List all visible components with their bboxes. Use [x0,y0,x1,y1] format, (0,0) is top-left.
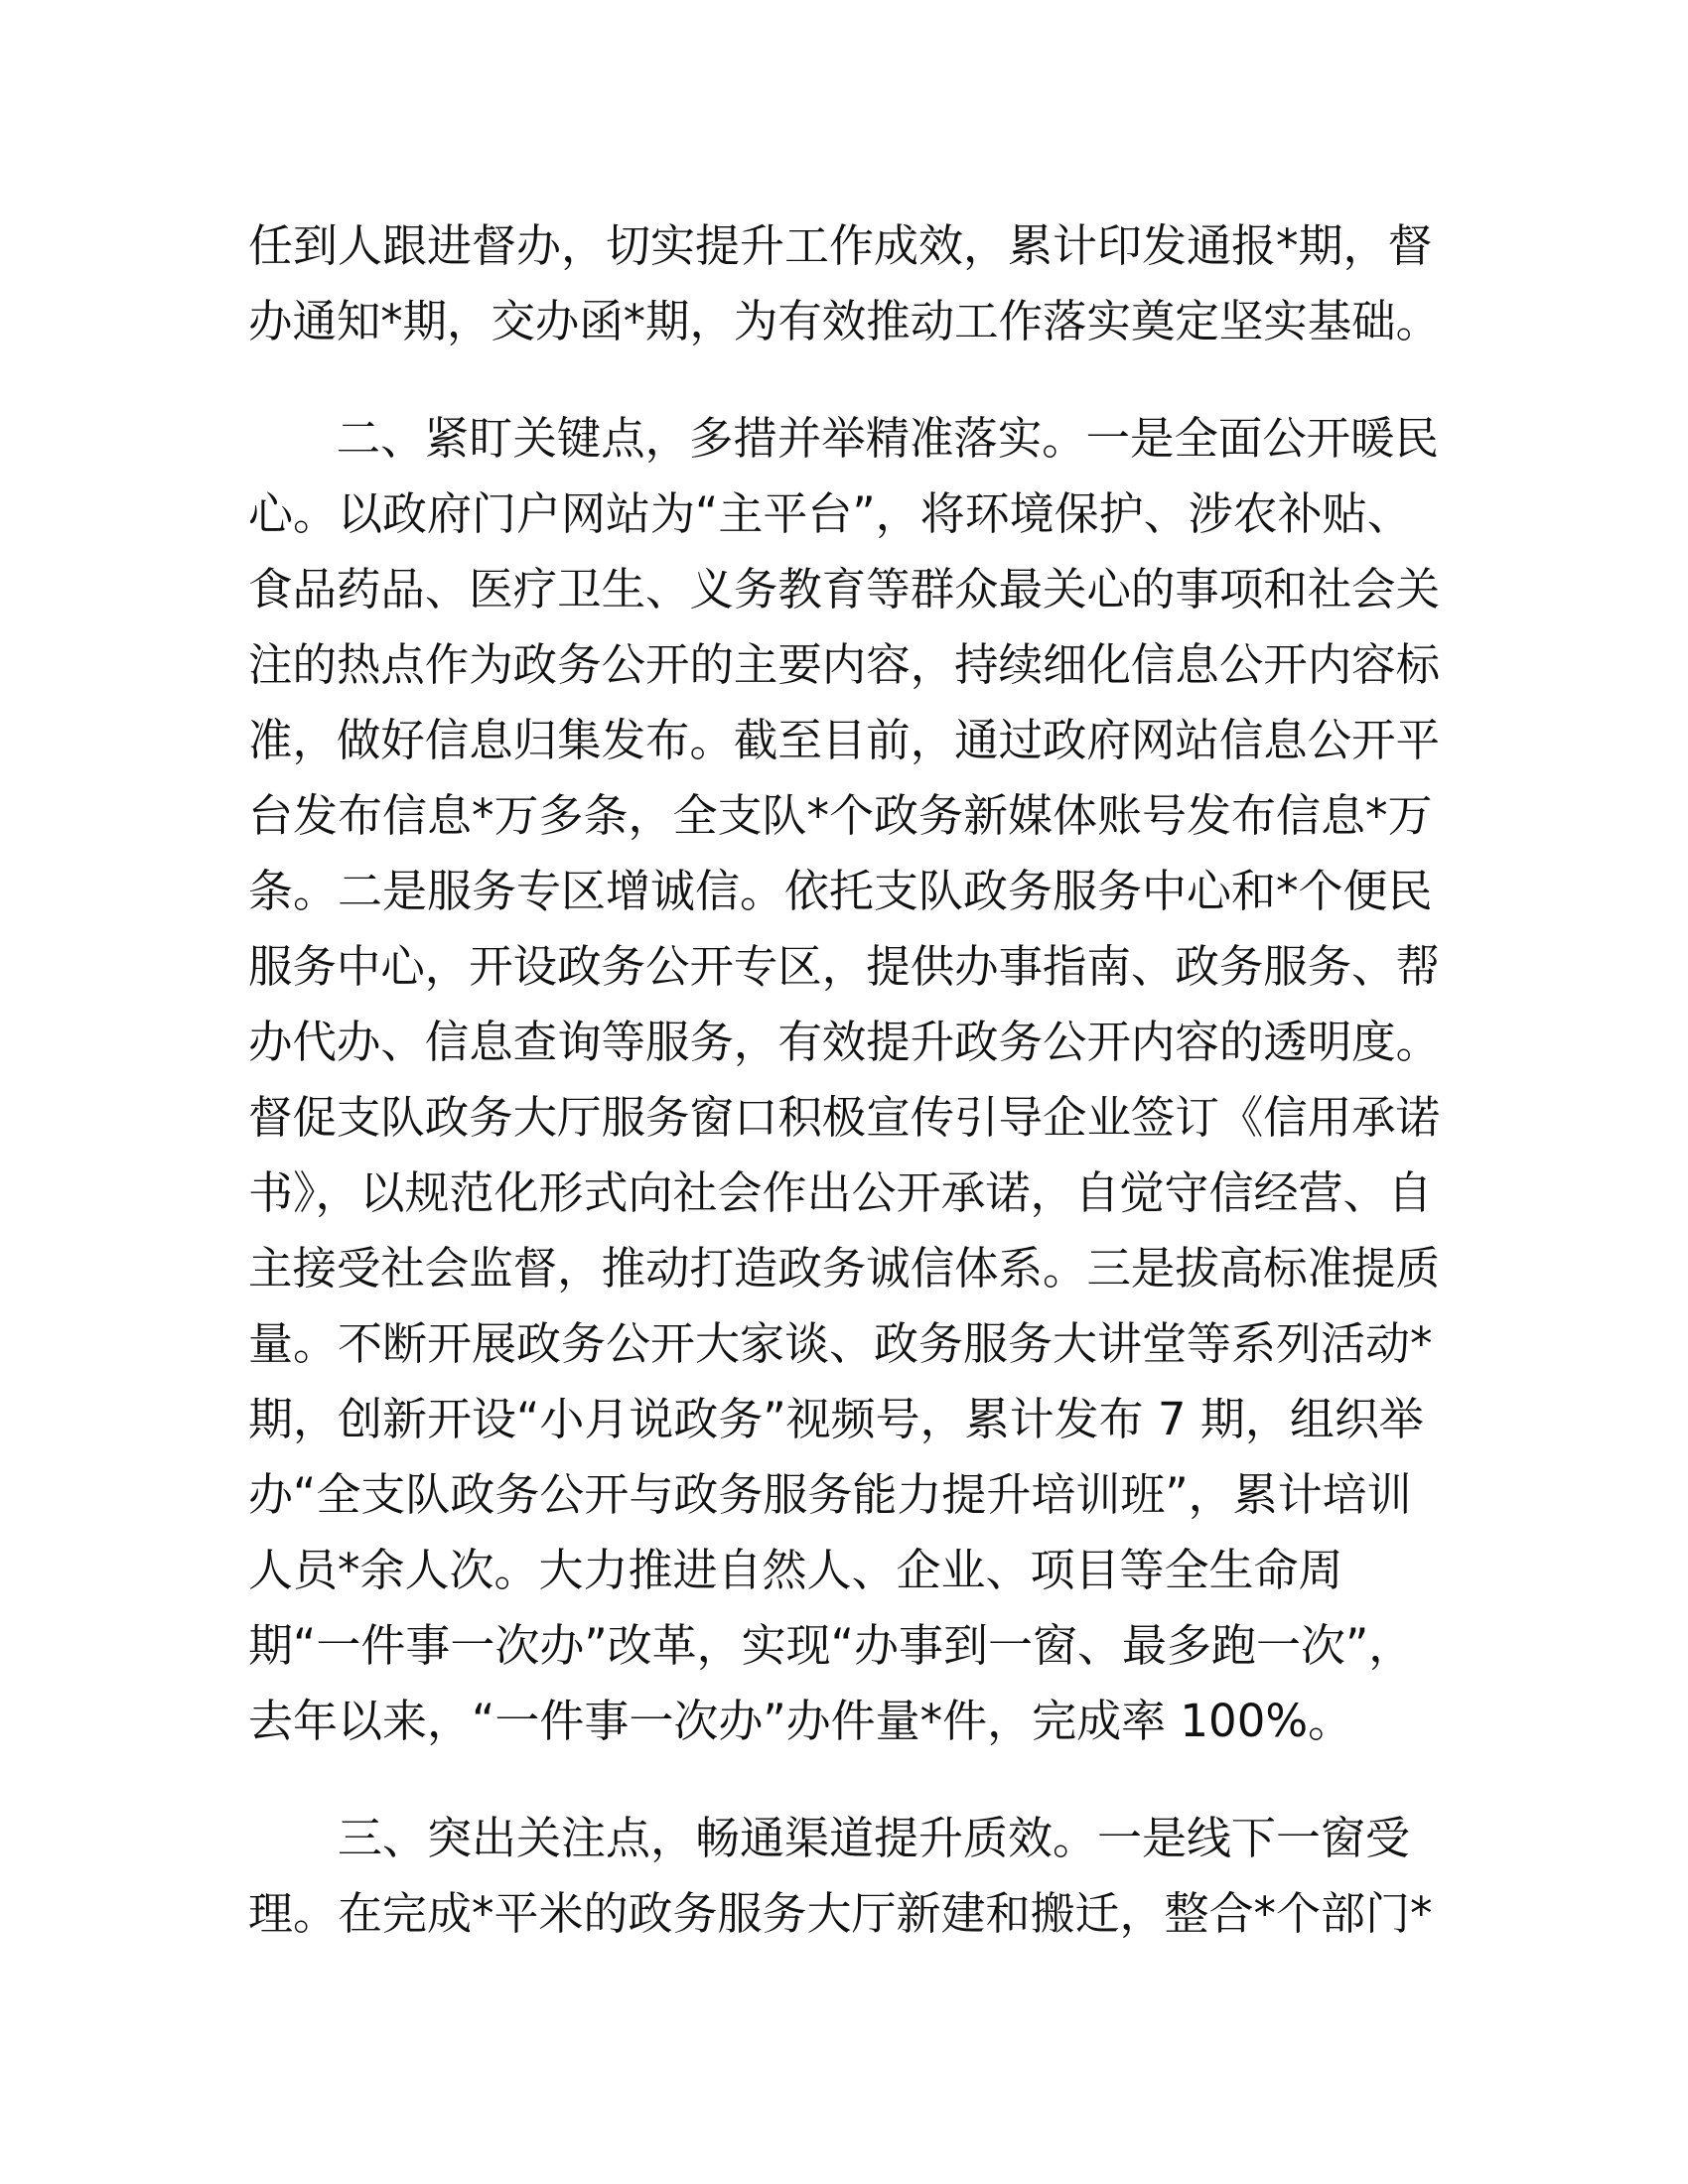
text-line: 办通知*期，交办函*期，为有效推动工作落实奠定坚实基础。 [248,295,1441,347]
text-line: 办“全支队政务公开与政务服务能力提升培训班”，累计培训 [248,1468,1412,1521]
text-line: 条。二是服务专区增诚信。依托支队政务服务中心和*个便民 [248,865,1433,917]
text-line: 去年以来，“一件事一次办”办件量*件，完成率 100%。 [248,1695,1353,1747]
text-line: 任到人跟进督办，切实提升工作成效，累计印发通报*期，督 [248,219,1433,272]
text-line: 人员*余人次。大力推进自然人、企业、项目等全生命周 [248,1544,1343,1596]
text-line: 督促支队政务大厅服务窗口积极宣传引导企业签订《信用承诺 [248,1091,1441,1144]
text-line: 食品药品、医疗卫生、义务教育等群众最关心的事项和社会关 [248,563,1441,615]
text-line: 注的热点作为政务公开的主要内容，持续细化信息公开内容标 [248,638,1441,691]
text-line: 准，做好信息归集发布。截至目前，通过政府网站信息公开平 [248,714,1441,766]
text-line: 服务中心，开设政务公开专区，提供办事指南、政务服务、帮 [248,940,1441,993]
text-line: 二、紧盯关键点，多措并举精准落实。一是全面公开暖民 [336,412,1439,465]
paragraph-section-two [248,401,1440,1759]
text-line: 主接受社会监督，推动打造政务诚信体系。三是拔高标准提质 [248,1242,1441,1295]
text-line: 办代办、信息查询等服务，有效提升政务公开内容的透明度。 [248,1016,1441,1068]
text-line: 量。不断开展政务公开大家谈、政务服务大讲堂等系列活动* [248,1317,1433,1370]
paragraph-continuation [248,208,1440,359]
text-line: 理。在完成*平米的政务服务大厅新建和搬迁，整合*个部门* [248,1887,1433,1940]
paragraph-spacer [248,1759,1440,1801]
document-body [248,208,1440,1952]
paragraph-spacer [248,359,1440,401]
text-line: 心。以政府门户网站为“主平台”，将环境保护、涉农补贴、 [248,487,1412,540]
paragraph-section-three [248,1801,1440,1952]
text-line: 书》，以规范化形式向社会作出公开承诺，自觉守信经营、自 [248,1166,1433,1219]
text-line: 台发布信息*万多条，全支队*个政务新媒体账号发布信息*万 [248,789,1433,842]
text-line: 三、突出关注点，畅通渠道提升质效。一是线下一窗受 [338,1812,1411,1864]
text-line: 期“一件事一次办”改革，实现“办事到一窗、最多跑一次”， [248,1619,1414,1672]
text-line: 期，创新开设“小月说政务”视频号，累计发布 7 期，组织举 [248,1393,1424,1445]
